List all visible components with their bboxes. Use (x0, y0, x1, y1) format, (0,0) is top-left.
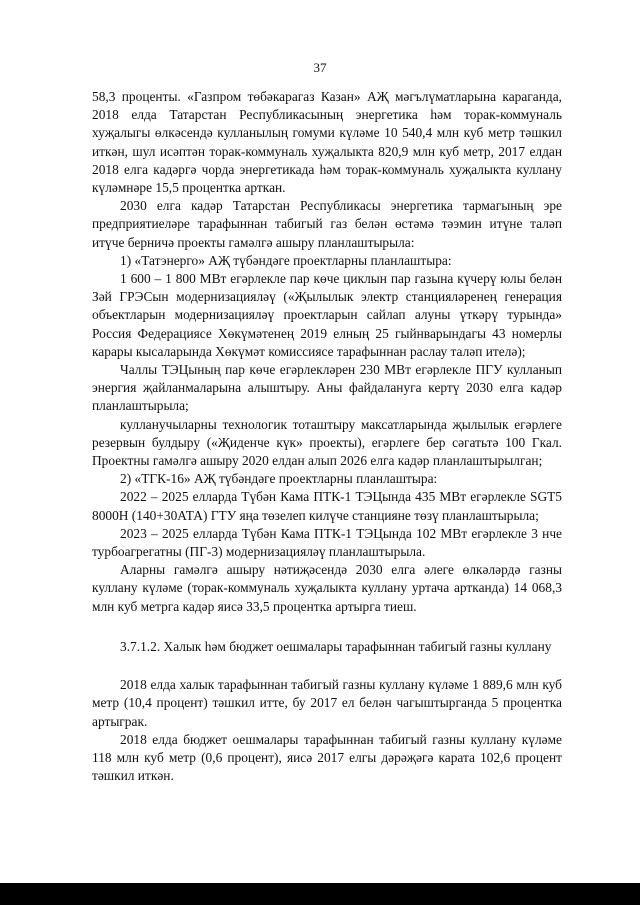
page-number: 37 (313, 60, 327, 75)
section-heading: 3.7.1.2. Халык һәм бюджет оешмалары тарафыннан табигый газны куллану (120, 638, 552, 654)
paragraph-seventh-heaven: кулланучыларны технологик тоташтыру максатларында җылылык егәрлеге резервын булдыру («Җиденче күк» проекты), егәрлеге бер сәгатьтә 100 Гкал. Проектны гамәлгә ашыру 2020 елдан алып 2026 елга кадәр планлаштырылган; (92, 416, 562, 469)
scan-border (0, 883, 640, 905)
paragraph-energy-projects-intro: 2030 елга кадәр Татарстан Республикасы энергетика тармагының эре предприятиеләре тарафыннан табигый газ белән өстәмә тәэмин итүне таләп итүче берничә проекты гамәлгә ашыру планлаштырыла: (92, 198, 562, 250)
document-body (92, 88, 562, 785)
paragraph-chelny-tec: Чаллы ТЭЦының пар көче егәрлекләрен 230 МВт егәрлекле ПГУ кулланып энергия җайланмаларына алыштыру. Аны файдалануга кертү 2030 елга кадәр планлаштырыла; (92, 362, 562, 414)
list-item-tatenergo: 1) «Татэнерго» АҖ түбәндәге проектларны планлаштыра: (120, 252, 452, 268)
list-item-tgk16: 2) «ТГК-16» АҖ түбәндәге проектларны планлаштыра: (120, 471, 438, 487)
paragraph-zainsk-gres: 1 600 – 1 800 МВт егәрлекле пар көче циклын пар газына күчерү юлы белән Зәй ГРЭСын модернизацияләү («Җылылык электр станцияләренең генерация объектларын модернизацияләү проектларын сайлап алуны үткәрү турында» Россия Федерациясе Хөкүмәтенең 2019 елның 25 гыйнварындагы 43 номерлы карары кысаларында Хөкүмәт комиссиясе тарафыннан раслау таләп ителә); (92, 271, 562, 359)
paragraph-ptk1-gtu: 2022 – 2025 елларда Түбән Кама ПТК-1 ТЭЦында 435 МВт егәрлекле SGT5 8000H (140+30АТА) ГТУ яңа төзелеп килүче станцияне төзү планлаштырыла; (92, 489, 562, 523)
paragraph-household-consumption: 2018 елда халык тарафыннан табигый газны куллану күләме 1 889,6 млн куб метр (10,4 процент) тәшкил итте, бу 2017 ел белән чагыштырганда 5 процентка артыграк. (92, 677, 562, 729)
paragraph-budget-consumption: 2018 елда бюджет оешмалары тарафыннан табигый газны куллану күләме 118 млн куб метр (0,6 процент), яисә 2017 елгы дәрәҗәгә карата 102,6 процент тәшкил иткән. (92, 731, 562, 784)
paragraph-consumption-forecast: Аларны гамәлгә ашыру нәтиҗәсендә 2030 елга әлеге өлкәләрдә газны куллану күләме (торак-коммуналь хуҗалыкта куллану уртача артканда) 14 068,3 млн куб метрга кадәр яисә 33,5 процентка артырга тиеш. (92, 562, 562, 614)
paragraph-gas-consumption-2018: 58,3 проценты. «Газпром төбәкарагаз Казан» АҖ мәгълүматларына караганда, 2018 елда Татарстан Республикасының энергетика һәм торак-коммуналь хуҗалыгы өлкәсендә кулланылың гомуми күләме 10 540,4 млн куб метр тәшкил иткән, шул исәптән торак-коммуналь хуҗалыкта 820,9 млн куб метр, 2017 елдан 2018 елга кадәргә чорда энергетикада һәм торак-коммуналь хуҗалыкта куллану күләмнәре 15,5 процентка арткан. (92, 89, 562, 196)
paragraph-ptk1-turbine: 2023 – 2025 елларда Түбән Кама ПТК-1 ТЭЦында 102 МВт егәрлекле 3 нче турбоагрегатны (ПГ-3) модернизацияләү планлаштырыла. (92, 525, 562, 560)
